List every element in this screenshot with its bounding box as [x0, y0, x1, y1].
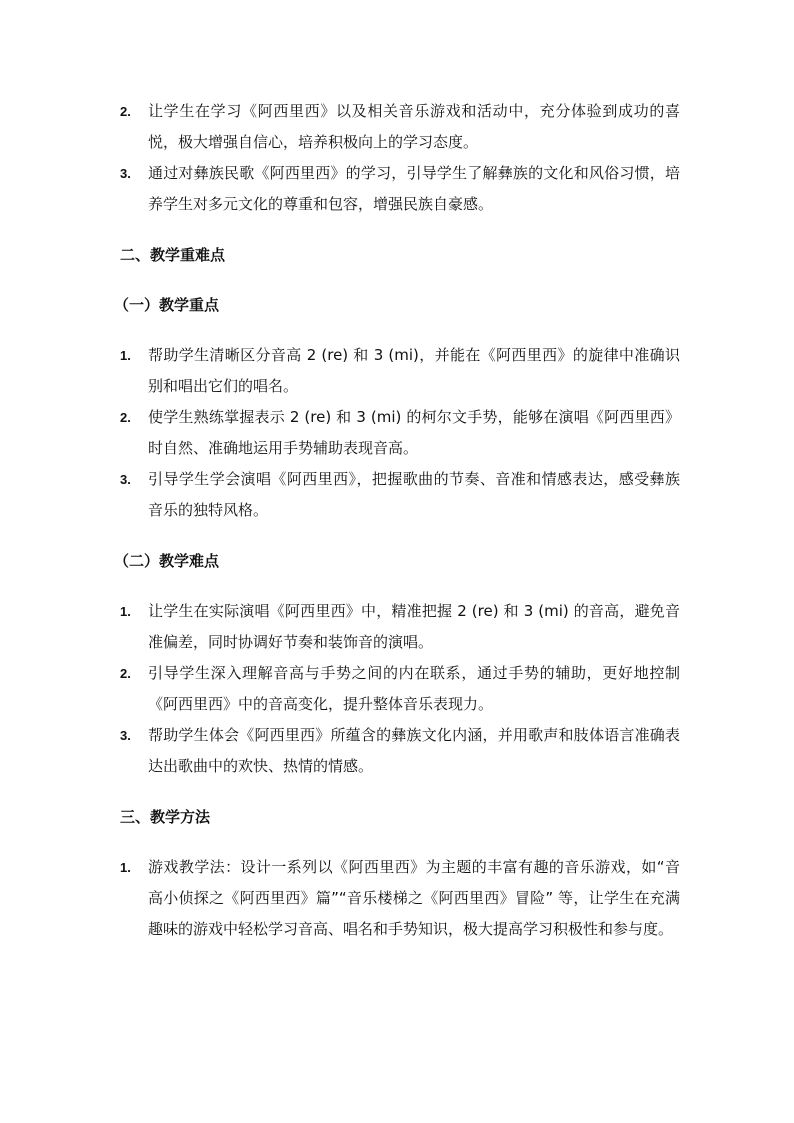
subheading-difficult-points: （二）教学难点 [114, 552, 220, 570]
list-item-text: 引导学生深入理解音高与手势之间的内在联系，通过手势的辅助，更好地控制《阿西里西》中的音高变化，提升整体音乐表现力。 [148, 664, 680, 713]
list-item-number: 3. [120, 166, 131, 181]
list-item-number: 2. [120, 104, 131, 119]
list-item-text: 引导学生学会演唱《阿西里西》，把握歌曲的节奏、音准和情感表达，感受彝族音乐的独特风格。 [148, 470, 680, 519]
list-item [120, 464, 680, 526]
list-item-number: 1. [120, 860, 131, 875]
section-heading-key-difficult-points: 二、教学重难点 [120, 246, 226, 264]
teaching-goals-list [120, 96, 680, 220]
list-item [120, 158, 680, 220]
list-item-number: 1. [120, 604, 131, 619]
list-item-text: 使学生熟练掌握表示 2 (re) 和 3 (mi) 的柯尔文手势，能够在演唱《阿西里西》时自然、准确地运用手势辅助表现音高。 [148, 408, 680, 457]
list-item-number: 2. [120, 410, 131, 425]
list-item-text: 通过对彝族民歌《阿西里西》的学习，引导学生了解彝族的文化和风俗习惯，培养学生对多元文化的尊重和包容，增强民族自豪感。 [148, 164, 680, 213]
teaching-methods-list [120, 852, 680, 945]
subheading-key-points: （一）教学重点 [114, 296, 220, 314]
section-heading-teaching-methods: 三、教学方法 [120, 808, 211, 826]
list-item-text: 游戏教学法：设计一系列以《阿西里西》为主题的丰富有趣的音乐游戏，如“音高小侦探之《阿西里西》篇”“音乐楼梯之《阿西里西》冒险” 等，让学生在充满趣味的游戏中轻松学习音高、唱名和手势知识，极大提高学习积极性和参与度。 [148, 858, 680, 938]
list-item-number: 2. [120, 666, 131, 681]
list-item [120, 340, 680, 402]
list-item-text: 帮助学生清晰区分音高 2 (re) 和 3 (mi)，并能在《阿西里西》的旋律中准确识别和唱出它们的唱名。 [148, 346, 680, 395]
list-item [120, 402, 680, 464]
list-item-text: 让学生在实际演唱《阿西里西》中，精准把握 2 (re) 和 3 (mi) 的音高，避免音准偏差，同时协调好节奏和装饰音的演唱。 [148, 602, 680, 651]
list-item [120, 658, 680, 720]
list-item-text: 帮助学生体会《阿西里西》所蕴含的彝族文化内涵，并用歌声和肢体语言准确表达出歌曲中的欢快、热情的情感。 [148, 726, 680, 775]
list-item-number: 1. [120, 348, 131, 363]
difficult-points-list [120, 596, 680, 782]
list-item [120, 596, 680, 658]
list-item-text: 让学生在学习《阿西里西》以及相关音乐游戏和活动中，充分体验到成功的喜悦，极大增强自信心，培养积极向上的学习态度。 [148, 102, 680, 151]
list-item [120, 852, 680, 945]
list-item [120, 96, 680, 158]
list-item-number: 3. [120, 728, 131, 743]
list-item-number: 3. [120, 472, 131, 487]
list-item [120, 720, 680, 782]
key-points-list [120, 340, 680, 526]
